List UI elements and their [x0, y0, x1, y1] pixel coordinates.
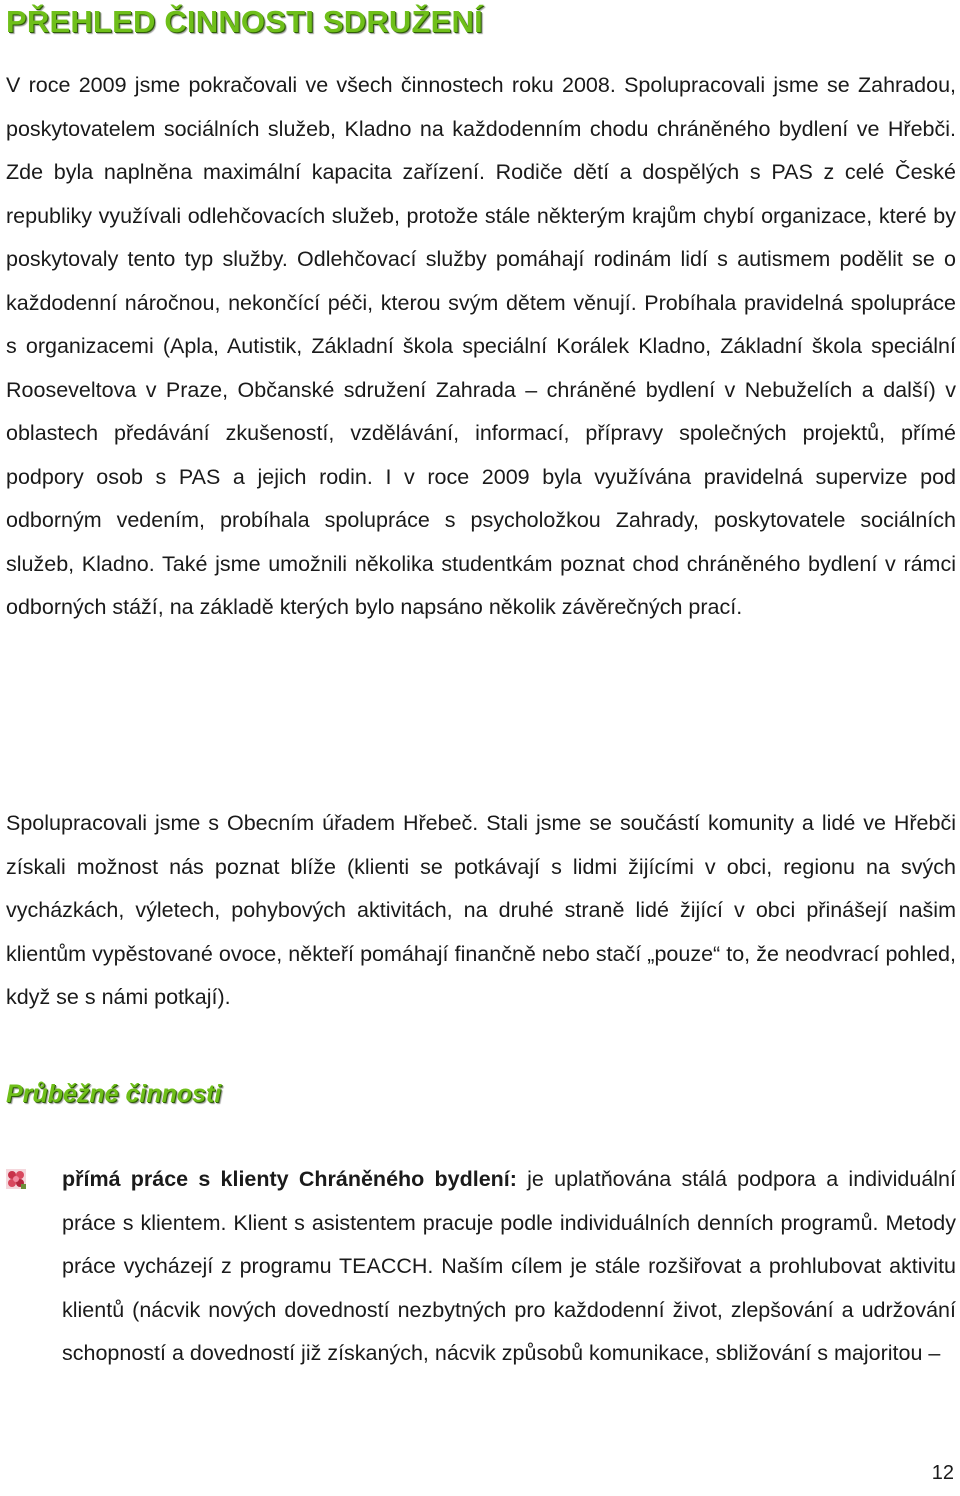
- list-item-lead: přímá práce s klienty Chráněného bydlení:: [62, 1167, 517, 1191]
- section-heading-ongoing-activities: Průběžné činnosti: [6, 1080, 222, 1108]
- list-item-direct-work: [62, 1158, 956, 1376]
- page-number: 12: [931, 1462, 954, 1484]
- paragraph-cooperation: V roce 2009 jsme pokračovali ve všech činnostech roku 2008. Spolupracovali jsme se Zahradou, poskytovatelem sociálních služeb, Kladno na každodenním chodu chráněného bydlení ve Hřebči. Zde byla naplněna maximální kapacita zařízení. Rodiče dětí a dospělých s PAS z celé České republiky využívali odlehčovacích služeb, protože stále některým krajům chybí organizace, které by poskytovaly tento typ služby. Odlehčovací služby pomáhají rodinám lidí s autismem podělit se o každodenní náročnou, nekončící péči, kterou svým dětem věnují. Probíhala pravidelná spolupráce s organizacemi (Apla, Autistik, Základní škola speciální Korálek Kladno, Základní škola speciální Rooseveltova v Praze, Občanské sdružení Zahrada – chráněné bydlení v Nebuželích a další) v oblastech předávání zkušeností, vzdělávání, informací, přípravy společných projektů, přímé podpory osob s PAS a jejich rodin. I v roce 2009 byla využívána pravidelná supervize pod odborným vedením, probíhala spolupráce s psycholožkou Zahrady, poskytovatele sociálních služeb, Kladno. Také jsme umožnili několika studentkám poznat chod chráněného bydlení v rámci odborných stáží, na základě kterých bylo napsáno několik závěrečných prací.: [6, 73, 956, 619]
- paragraph-community: Spolupracovali jsme s Obecním úřadem Hřebeč. Stali jsme se součástí komunity a lidé ve Hřebči získali možnost nás poznat blíže (klienti se potkávají s lidmi žijícími v obci, regionu na svých vycházkách, výletech, pohybových aktivitách, na druhé straně lidé žijící v obci přinášejí našim klientům vypěstované ovoce, někteří pomáhají finančně nebo stačí „pouze“ to, že neodvrací pohled, když se s námi potkají).: [6, 811, 956, 1009]
- list-item-text: je uplatňována stálá podpora a individuální práce s klientem. Klient s asistentem pracuje podle individuálních denních programů. Metody práce vycházejí z programu TEACCH. Naším cílem je stále rozšiřovat a prohlubovat aktivitu klientů (nácvik nových dovedností nezbytných pro každodenní život, zlepšování a udržování schopností a dovedností již získaných, nácvik způsobů komunikace, sbližování s majoritou –: [62, 1167, 956, 1365]
- page-title: PŘEHLED ČINNOSTI SDRUŽENÍ: [6, 4, 483, 39]
- flower-bullet-icon: [6, 1169, 26, 1189]
